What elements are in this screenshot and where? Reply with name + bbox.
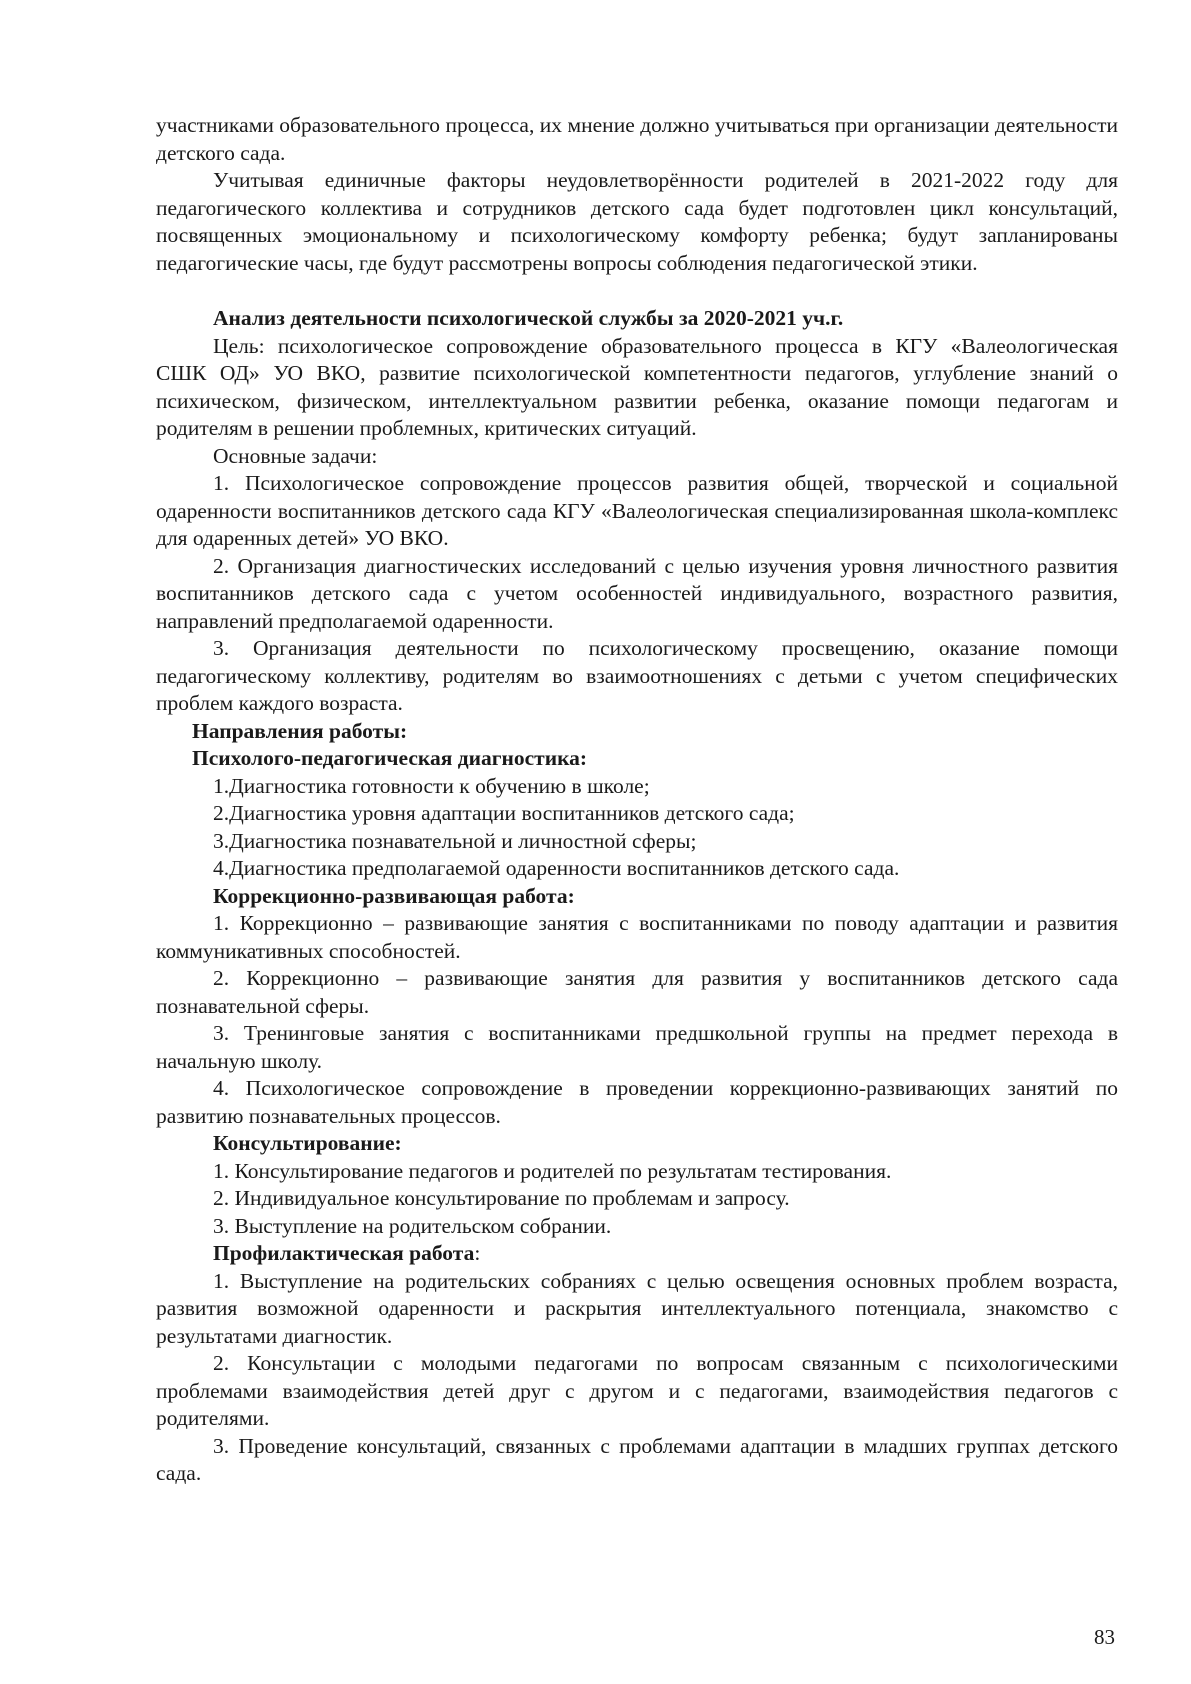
correction-item-1: 1. Коррекционно – развивающие занятия с воспитанниками по поводу адаптации и развития коммуникативных способностей. xyxy=(156,911,1118,963)
diagnostics-item-2: 2.Диагностика уровня адаптации воспитанников детского сада; xyxy=(213,801,795,825)
correction-item-2: 2. Коррекционно – развивающие занятия для развития у воспитанников детского сада познавательной сферы. xyxy=(156,966,1118,1018)
correction-title: Коррекционно-развивающая работа: xyxy=(213,883,575,908)
correction-item-4: 4. Психологическое сопровождение в проведении коррекционно-развивающих занятий по развитию познавательных процессов. xyxy=(156,1076,1118,1128)
prevention-title-colon: : xyxy=(474,1241,481,1265)
paragraph-dissatisfaction: Учитывая единичные факторы неудовлетворённости родителей в 2021-2022 году для педагогического коллектива и сотрудников детского сада будет подготовлен цикл консультаций, посвященных эмоциональному и психологическому комфорту ребенка; будут запланированы педагогические часы, где будут рассмотрены вопросы соблюдения педагогической этики. xyxy=(156,168,1118,275)
consulting-item-1: 1. Консультирование педагогов и родителей по результатам тестирования. xyxy=(213,1158,892,1183)
prevention-item-3: 3. Проведение консультаций, связанных с проблемами адаптации в младших группах детского сада. xyxy=(156,1433,1118,1485)
correction-item-3: 3. Тренинговые занятия с воспитанниками предшкольной группы на предмет перехода в начальную школу. xyxy=(156,1021,1118,1073)
diagnostics-item-1: 1.Диагностика готовности к обучению в школе; xyxy=(213,773,650,798)
prevention-item-1: 1. Выступление на родительских собраниях с целью освещения основных проблем возраста, развития возможной одаренности и раскрытия интеллектуального потенциала, знакомство с результатами диагностик. xyxy=(156,1268,1118,1348)
diagnostics-title: Психолого-педагогическая диагностика: xyxy=(192,746,588,770)
directions-title: Направления работы: xyxy=(192,718,408,743)
consulting-item-3: 3. Выступление на родительском собрании. xyxy=(213,1213,612,1238)
prevention-title: Профилактическая работа xyxy=(213,1241,475,1265)
prevention-title-line xyxy=(156,1240,1118,1268)
paragraph-intro-end: участниками образовательного процесса, их мнение должно учитываться при организации деятельности детского сада. xyxy=(156,113,1118,165)
task-item-3: 3. Организация деятельности по психологическому просвещению, оказание помощи педагогическому коллективу, родителям во взаимоотношениях с детьми с учетом специфических проблем каждого возраста. xyxy=(156,636,1118,715)
task-item-2: 2. Организация диагностических исследований с целью изучения уровня личностного развития воспитанников детского сада с учетом особенностей индивидуального, возрастного развития, направлений предполагаемой одаренности. xyxy=(156,553,1118,633)
paragraph-gap xyxy=(156,277,1118,305)
section-heading: Анализ деятельности психологической службы за 2020-2021 уч.г. xyxy=(213,306,844,330)
task-item-1: 1. Психологическое сопровождение процессов развития общей, творческой и социальной одаренности воспитанников детского сада КГУ «Валеологическая специализированная школа-комплекс для одаренных детей» УО ВКО. xyxy=(156,471,1118,550)
consulting-title: Консультирование: xyxy=(213,1131,402,1155)
goal-paragraph: Цель: психологическое сопровождение образовательного процесса в КГУ «Валеологическая СШК ОД» УО ВКО, развитие психологической компетентности педагогов, углубление знаний о психическом, физическом, интеллектуальном развитии ребенка, оказание помощи педагогам и родителям в решении проблемных, критических ситуаций. xyxy=(156,333,1118,440)
prevention-item-2: 2. Консультации с молодыми педагогами по вопросам связанным с психологическими проблемами взаимодействия детей друг с другом и с педагогами, взаимодействия педагогов с родителями. xyxy=(156,1351,1118,1430)
tasks-title: Основные задачи: xyxy=(213,443,378,468)
diagnostics-item-3: 3.Диагностика познавательной и личностной сферы; xyxy=(213,828,697,853)
consulting-item-2: 2. Индивидуальное консультирование по проблемам и запросу. xyxy=(213,1186,790,1210)
diagnostics-item-4: 4.Диагностика предполагаемой одаренности воспитанников детского сада. xyxy=(213,856,900,880)
page-number: 83 xyxy=(1094,1625,1115,1649)
document-page xyxy=(156,112,1118,1488)
